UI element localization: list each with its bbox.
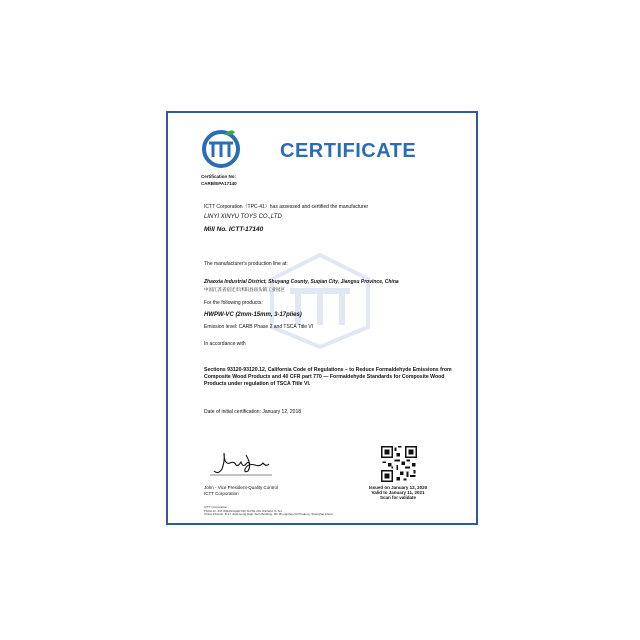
products-intro: For the following products: xyxy=(204,300,263,306)
signature-icon xyxy=(206,449,280,479)
footer-line-1: ICTT Corporation xyxy=(204,505,228,509)
scan-note: Scan for validate xyxy=(379,495,416,501)
footer-line-3: China Division: B-17 Jiaxinsong High-Tech Building, 9th Zhongshan Rd Pudong, Shanghai China xyxy=(204,512,333,517)
valid-to: Valid to January 11, 2021 xyxy=(371,490,425,496)
cert-no: CARB/EPA17140 xyxy=(201,181,237,186)
issued-on: Issued on January 12, 2020 xyxy=(368,485,428,490)
signer-org: ICTT Corporation xyxy=(204,491,239,496)
address-en: Zhaoxia Industrial District, Shuyang County, Suqian City, Jiangsu Province, China xyxy=(204,279,399,285)
product-name: HWPW-VC (2mm-15mm, 3-17plies) xyxy=(204,312,302,318)
initial-certification-date: Date of initial certification: January 12, 2018 xyxy=(204,409,301,415)
signer-title: John - Vice President-Quality Control xyxy=(204,485,278,490)
qr-code-icon[interactable] xyxy=(381,446,417,482)
footer-contact xyxy=(204,506,333,517)
mill-number: Mill No. ICTT-17140 xyxy=(204,226,264,233)
regulation-sections: Sections 93120-93120.12, California Code of Regulations – to Reduce Formaldehyde Emissions from Composite Wood Products and 40 CFR part 770 — Formaldehyde Standards for Composite Wood Products under regulation of TSCA Title VI. xyxy=(204,367,452,387)
issue-validity-block xyxy=(358,485,438,501)
address-cn: 中国江苏省宿迁市沭阳县庙头镇工业园区 xyxy=(204,287,285,292)
footer-line-2: TSCA ID: 447 WRANGLER DR SUITE 210 Winfield, IL Tel: xyxy=(204,508,283,513)
cert-no-label: Certification No: xyxy=(201,174,237,179)
manufacturer-name: LINYI XINYU TOYS CO.,LTD xyxy=(204,214,282,220)
accordance-label: In accordance with xyxy=(204,341,246,347)
certificate-document xyxy=(166,111,478,525)
assessed-line: ICTT Corporation（TPC-41）has assessed and certified the manufacturer xyxy=(204,204,369,210)
production-intro: The manufacturer's production line at: xyxy=(204,261,288,267)
signer-block xyxy=(204,485,278,497)
certificate-title: CERTIFICATE xyxy=(280,140,417,162)
emission-level: Emission level: CARB Phase 2 and TSCA Title VI xyxy=(204,324,314,330)
ictt-logo-icon xyxy=(199,125,243,169)
